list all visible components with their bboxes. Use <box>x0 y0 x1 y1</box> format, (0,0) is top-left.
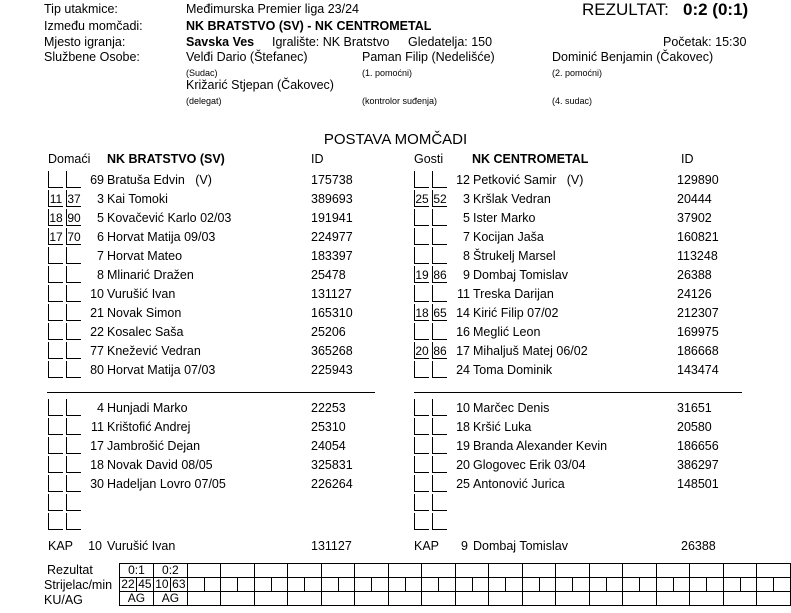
away-sub-in-box <box>414 171 429 188</box>
home-player-number: 3 <box>97 192 104 206</box>
home-sub-out-box <box>66 513 81 530</box>
result-cell: 0:1 <box>120 564 154 578</box>
home-side-label: Domaći <box>48 152 91 166</box>
scorer-number-cell: 22 <box>121 577 135 591</box>
kuag-cell <box>422 592 456 606</box>
home-player-number: 6 <box>97 230 104 244</box>
result-cell <box>422 564 456 578</box>
kuag-cell <box>589 592 623 606</box>
result-cell <box>556 564 590 578</box>
scorer-number-cell: 10 <box>155 577 169 591</box>
scorer-number-cell <box>723 578 740 592</box>
home-player-id: 22253 <box>311 401 346 415</box>
home-player-name: Hadeljan Lovro 07/05 <box>107 477 226 491</box>
away-player-number: 25 <box>456 477 470 491</box>
home-player-number: 10 <box>90 287 104 301</box>
kuag-cell <box>757 592 791 606</box>
home-player-id: 165310 <box>311 306 353 320</box>
away-kap-id: 26388 <box>681 539 716 553</box>
kuag-cell <box>388 592 422 606</box>
home-sub-in-box <box>48 247 63 264</box>
scorer-number-cell <box>221 578 238 592</box>
result-cell <box>723 564 757 578</box>
away-divider <box>414 392 742 393</box>
home-player-id: 225943 <box>311 363 353 377</box>
away-sub-out-minute: 86 <box>433 268 447 282</box>
result-cell <box>656 564 690 578</box>
away-player-number: 19 <box>456 439 470 453</box>
home-player-name: Novak Simon <box>107 306 182 320</box>
away-player-name: Kršlak Vedran <box>473 192 551 206</box>
izmedu-label: Između momčadi: <box>44 19 143 33</box>
away-sub-in-box <box>414 361 429 378</box>
home-sub-out-minute: 70 <box>67 230 81 244</box>
away-player-id: 143474 <box>677 363 719 377</box>
away-player-name: Ister Marko <box>473 211 536 225</box>
rezultat-value: 0:2 (0:1) <box>683 0 749 19</box>
result-cell <box>623 564 657 578</box>
away-sub-in-box <box>414 323 429 340</box>
away-player-number: 20 <box>456 458 470 472</box>
scorer-number-cell <box>690 578 707 592</box>
scorer-number-cell <box>757 578 774 592</box>
official-role: (delegat) <box>186 96 222 106</box>
away-player-id: 186668 <box>677 344 719 358</box>
away-sub-out-box <box>432 513 447 530</box>
away-kap-name: Dombaj Tomislav <box>473 539 568 553</box>
kuag-cell: AG <box>120 592 154 606</box>
igraliste: Igralište: NK Bratstvo <box>272 35 390 49</box>
scorer-minute-cell <box>640 578 657 592</box>
result-cell <box>187 564 221 578</box>
result-cell <box>355 564 389 578</box>
official-role: (1. pomoćni) <box>362 68 413 78</box>
away-player-number: 17 <box>456 344 470 358</box>
away-player-number: 8 <box>463 249 470 263</box>
result-grid <box>119 563 791 606</box>
home-player-id: 25206 <box>311 325 346 339</box>
scorer-minute-cell: 63 <box>172 577 186 591</box>
away-player-number: 14 <box>456 306 470 320</box>
kuag-cell <box>221 592 255 606</box>
away-player-id: 20444 <box>677 192 712 206</box>
home-kap-name: Vurušić Ivan <box>107 539 176 553</box>
home-player-id: 25310 <box>311 420 346 434</box>
scorer-number-cell <box>589 578 606 592</box>
home-sub-in-minute: 11 <box>49 192 63 206</box>
home-sub-in-box <box>48 494 63 511</box>
away-player-number: 9 <box>463 268 470 282</box>
home-player-number: 22 <box>90 325 104 339</box>
kuag-cell <box>288 592 322 606</box>
scorer-minute-cell <box>774 578 791 592</box>
home-player-number: 77 <box>90 344 104 358</box>
result-cell <box>589 564 623 578</box>
home-player-id: 325831 <box>311 458 353 472</box>
away-player-id: 129890 <box>677 173 719 187</box>
home-divider <box>47 392 375 393</box>
kuag-cell <box>254 592 288 606</box>
home-sub-in-box <box>48 323 63 340</box>
home-player-name: Horvat Mateo <box>107 249 183 263</box>
home-sub-in-box <box>48 456 63 473</box>
home-sub-in-box <box>48 304 63 321</box>
away-player-name: Meglić Leon <box>473 325 541 339</box>
scorer-minute-cell <box>606 578 623 592</box>
kuag-cell <box>187 592 221 606</box>
scorer-number-cell <box>321 578 338 592</box>
away-player-number: 3 <box>463 192 470 206</box>
rezultat-label: REZULTAT: <box>582 0 669 19</box>
result-cell <box>254 564 288 578</box>
away-player-id: 148501 <box>677 477 719 491</box>
official-name: Paman Filip (Nedelišće) <box>362 50 495 64</box>
away-player-id: 113248 <box>677 249 718 263</box>
away-sub-in-box <box>414 209 429 226</box>
away-sub-in-minute: 18 <box>415 306 429 320</box>
away-player-name: Kršić Luka <box>473 420 532 434</box>
away-player-name: Glogovec Erik 03/04 <box>473 458 586 472</box>
away-player-name: Toma Dominik <box>473 363 553 377</box>
result-cell <box>388 564 422 578</box>
away-kap-number: 9 <box>461 539 468 553</box>
away-player-id: 26388 <box>677 268 712 282</box>
scorer-number-cell <box>254 578 271 592</box>
kuag-cell: AG <box>153 592 187 606</box>
kuag-cell <box>522 592 556 606</box>
home-sub-in-box <box>48 285 63 302</box>
kuag-cell <box>723 592 757 606</box>
scorer-minute-cell <box>573 578 590 592</box>
home-kap-id: 131127 <box>311 539 352 553</box>
scorer-minute-cell <box>405 578 422 592</box>
kuag-cell <box>355 592 389 606</box>
official-name: Križarić Stjepan (Čakovec) <box>186 78 334 92</box>
home-player-id: 183397 <box>311 249 353 263</box>
away-sub-in-minute: 19 <box>415 268 429 282</box>
scorer-minute-cell <box>271 578 288 592</box>
away-player-name: Marčec Denis <box>473 401 550 415</box>
home-player-name: Knežević Vedran <box>107 344 201 358</box>
away-player-name: Mihaljuš Matej 06/02 <box>473 344 588 358</box>
home-player-name: Jambrošić Dejan <box>107 439 201 453</box>
home-player-number: 8 <box>97 268 104 282</box>
home-player-id: 365268 <box>311 344 353 358</box>
home-kap-number: 10 <box>88 539 102 553</box>
official-role: (kontrolor suđenja) <box>362 96 438 106</box>
away-id-header: ID <box>681 152 694 166</box>
result-cell <box>690 564 724 578</box>
home-sub-in-box <box>48 342 63 359</box>
scorer-minute-cell <box>740 578 757 592</box>
away-sub-out-minute: 65 <box>433 306 447 320</box>
away-player-number: 24 <box>456 363 470 377</box>
away-sub-in-box <box>414 437 429 454</box>
home-sub-in-box <box>48 266 63 283</box>
away-player-name: Kirić Filip 07/02 <box>473 306 559 320</box>
result-cell <box>757 564 791 578</box>
away-sub-in-box <box>414 285 429 302</box>
home-player-name: Novak David 08/05 <box>107 458 213 472</box>
home-player-name: Krištofić Andrej <box>107 420 191 434</box>
away-sub-in-box <box>414 456 429 473</box>
away-player-number: 5 <box>463 211 470 225</box>
scorer-minute-cell <box>204 578 221 592</box>
official-role: (Sudac) <box>186 68 218 78</box>
home-sub-in-minute: 18 <box>49 211 63 225</box>
away-player-name: Branda Alexander Kevin <box>473 439 608 453</box>
home-sub-out-minute: 90 <box>67 211 81 225</box>
kuag-cell <box>489 592 523 606</box>
home-player-id: 191941 <box>311 211 353 225</box>
result-cell <box>489 564 523 578</box>
home-player-name: Kai Tomoki <box>107 192 168 206</box>
home-player-number: 5 <box>97 211 104 225</box>
scorer-minute-cell <box>707 578 724 592</box>
scorer-minute-cell <box>305 578 322 592</box>
scorer-number-cell <box>556 578 573 592</box>
scorer-number-cell <box>489 578 506 592</box>
away-player-id: 386297 <box>677 458 719 472</box>
away-player-number: 10 <box>456 401 470 415</box>
home-player-name: Horvat Matija 07/03 <box>107 363 216 377</box>
home-sub-in-box <box>48 171 63 188</box>
scorer-number-cell <box>355 578 372 592</box>
away-player-id: 169975 <box>677 325 719 339</box>
away-sub-out-box <box>432 494 447 511</box>
home-player-id: 131127 <box>311 287 352 301</box>
away-player-id: 20580 <box>677 420 712 434</box>
home-player-id: 226264 <box>311 477 353 491</box>
home-player-number: 4 <box>97 401 104 415</box>
home-id-header: ID <box>311 152 324 166</box>
scorer-minute-cell <box>539 578 556 592</box>
match-teams: NK BRATSTVO (SV) - NK CENTROMETAL <box>186 19 432 33</box>
scorer-number-cell <box>623 578 640 592</box>
gledatelja: Gledatelja: 150 <box>408 35 493 49</box>
home-sub-in-box <box>48 475 63 492</box>
home-player-id: 224977 <box>311 230 353 244</box>
away-sub-in-minute: 20 <box>415 344 429 358</box>
scorer-number-cell <box>288 578 305 592</box>
kuag-cell <box>556 592 590 606</box>
kuag-cell <box>623 592 657 606</box>
away-player-id: 24126 <box>677 287 712 301</box>
scorer-number-cell <box>388 578 405 592</box>
scorer-number-cell <box>422 578 439 592</box>
scorer-minute-cell: 45 <box>138 577 152 591</box>
home-player-number: 69 <box>90 173 104 187</box>
mjesto-label: Mjesto igranja: <box>44 35 126 49</box>
home-player-number: 17 <box>90 439 104 453</box>
official-name: Velđi Dario (Štefanec) <box>186 50 308 64</box>
away-sub-in-box <box>414 228 429 245</box>
home-player-name: Kovačević Karlo 02/03 <box>107 211 232 225</box>
home-sub-in-box <box>48 399 63 416</box>
away-player-id: 160821 <box>677 230 719 244</box>
result-cell <box>455 564 489 578</box>
scorer-minute-cell <box>673 578 690 592</box>
away-player-name: Kocijan Jaša <box>473 230 544 244</box>
away-sub-in-box <box>414 494 429 511</box>
result-cell <box>221 564 255 578</box>
mjesto-value: Savska Ves <box>186 35 255 49</box>
scorer-number-cell <box>187 578 204 592</box>
home-kap-label: KAP <box>48 539 74 553</box>
away-player-number: 16 <box>456 325 470 339</box>
home-player-id: 175738 <box>311 173 353 187</box>
home-player-name: Horvat Matija 09/03 <box>107 230 216 244</box>
away-player-id: 212307 <box>677 306 719 320</box>
result-cell <box>522 564 556 578</box>
away-sub-in-box <box>414 475 429 492</box>
scorer-minute-cell <box>372 578 389 592</box>
sluzbene-label: Službene Osobe: <box>44 50 140 64</box>
official-name: Dominić Benjamin (Čakovec) <box>552 50 714 64</box>
scorer-minute-cell <box>472 578 489 592</box>
scorer-number-cell <box>455 578 472 592</box>
away-team-name: NK CENTROMETAL <box>472 152 589 166</box>
home-player-number: 18 <box>90 458 104 472</box>
home-player-number: 21 <box>90 306 104 320</box>
away-sub-in-box <box>414 247 429 264</box>
away-player-id: 37902 <box>677 211 712 225</box>
home-player-number: 11 <box>91 420 104 434</box>
scorer-minute-cell <box>238 578 255 592</box>
scorer-minute-cell <box>506 578 523 592</box>
away-player-number: 11 <box>457 287 470 301</box>
kuag-cell <box>321 592 355 606</box>
scorer-minute-cell <box>338 578 355 592</box>
home-sub-in-box <box>48 418 63 435</box>
result-cell: 0:2 <box>153 564 187 578</box>
kuag-cell <box>690 592 724 606</box>
tip-label: Tip utakmice: <box>44 2 118 16</box>
home-player-name: Bratuša Edvin (V) <box>107 173 212 187</box>
away-player-name: Petković Samir (V) <box>473 173 584 187</box>
home-sub-out-box <box>66 494 81 511</box>
result-cell <box>321 564 355 578</box>
kuag-cell <box>656 592 690 606</box>
away-player-number: 12 <box>456 173 470 187</box>
home-player-name: Vurušić Ivan <box>107 287 176 301</box>
official-role: (4. sudac) <box>552 96 593 106</box>
away-player-name: Antonović Jurica <box>473 477 565 491</box>
away-side-label: Gosti <box>414 152 444 166</box>
away-player-id: 31651 <box>677 401 712 415</box>
away-player-name: Dombaj Tomislav <box>473 268 568 282</box>
footer-rezultat-label: Rezultat <box>47 563 93 577</box>
result-cell <box>288 564 322 578</box>
away-player-number: 7 <box>463 230 470 244</box>
away-player-id: 186656 <box>677 439 719 453</box>
scorer-number-cell <box>656 578 673 592</box>
scorer-number-cell <box>522 578 539 592</box>
away-sub-in-box <box>414 399 429 416</box>
away-sub-in-minute: 25 <box>415 192 429 206</box>
home-sub-out-minute: 37 <box>67 192 81 206</box>
footer-strijelac-label: Strijelac/min <box>44 578 113 592</box>
home-player-name: Hunjadi Marko <box>107 401 188 415</box>
home-player-name: Kosalec Saša <box>107 325 184 339</box>
pocetak: Početak: 15:30 <box>663 35 747 49</box>
scorer-minute-cell <box>439 578 456 592</box>
away-sub-in-box <box>414 513 429 530</box>
home-sub-in-minute: 17 <box>49 230 63 244</box>
official-role: (2. pomoćni) <box>552 68 603 78</box>
footer-kuag-label: KU/AG <box>44 593 83 607</box>
away-kap-label: KAP <box>414 539 440 553</box>
home-sub-in-box <box>48 361 63 378</box>
lineup-title: POSTAVA MOMČADI <box>323 131 468 148</box>
home-team-name: NK BRATSTVO (SV) <box>107 152 225 166</box>
home-sub-in-box <box>48 513 63 530</box>
home-player-number: 7 <box>97 249 104 263</box>
away-sub-out-minute: 86 <box>433 344 447 358</box>
home-player-id: 25478 <box>311 268 346 282</box>
away-player-number: 18 <box>456 420 470 434</box>
tip-value: Međimurska Premier liga 23/24 <box>186 2 359 16</box>
home-player-id: 24054 <box>311 439 346 453</box>
home-player-name: Mlinarić Dražen <box>107 268 194 282</box>
kuag-cell <box>455 592 489 606</box>
away-player-name: Treska Darijan <box>473 287 554 301</box>
away-player-name: Štrukelj Marsel <box>473 249 556 263</box>
home-player-number: 80 <box>90 363 104 377</box>
home-player-id: 389693 <box>311 192 353 206</box>
home-player-number: 30 <box>90 477 104 491</box>
away-sub-out-minute: 52 <box>433 192 447 206</box>
away-sub-in-box <box>414 418 429 435</box>
home-sub-in-box <box>48 437 63 454</box>
